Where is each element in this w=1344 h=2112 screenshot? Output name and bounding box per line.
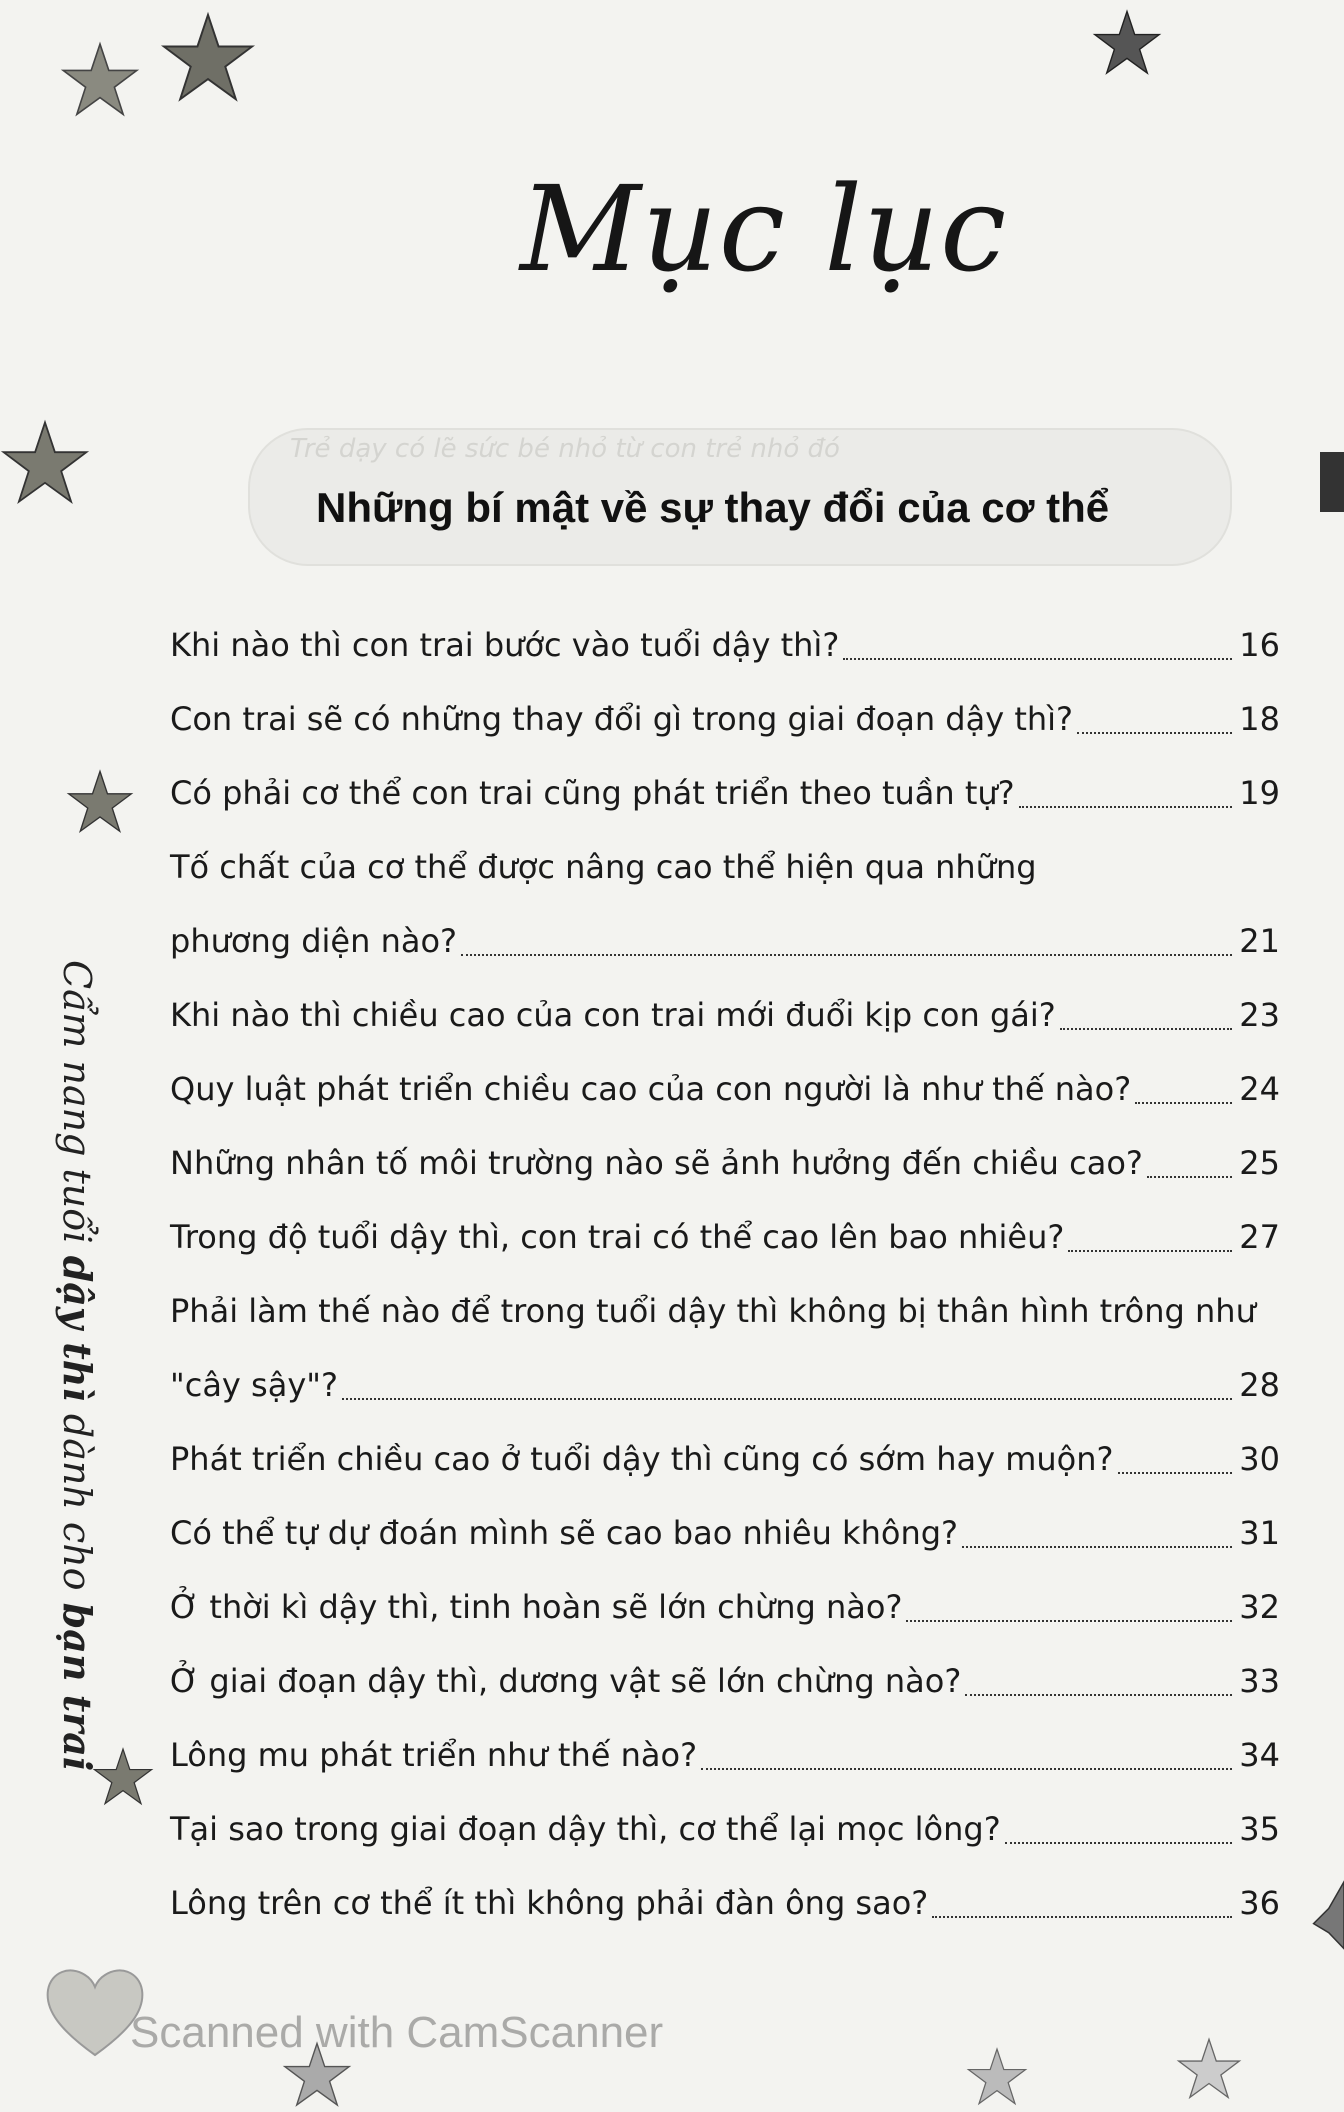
- toc-entry-text: Tại sao trong giai đoạn dậy thì, cơ thể lại mọc lông?: [170, 1810, 1001, 1848]
- toc-page-number: 23: [1239, 996, 1280, 1034]
- toc-entry[interactable]: [170, 1200, 1280, 1274]
- leader-dots: [1005, 1841, 1232, 1844]
- leader-dots: [932, 1915, 1232, 1918]
- toc-page-number: 33: [1239, 1662, 1280, 1700]
- star-icon: [0, 418, 90, 508]
- toc-page-number: 30: [1239, 1440, 1280, 1478]
- toc-entry-text-line2: phương diện nào?: [170, 922, 458, 960]
- toc-entry[interactable]: [170, 1570, 1280, 1644]
- toc-page-number: 35: [1239, 1810, 1280, 1848]
- edge-mark: [1320, 452, 1344, 512]
- toc-page-number: 28: [1239, 1366, 1280, 1404]
- toc-entry[interactable]: [170, 608, 1280, 682]
- leader-dots: [843, 657, 1232, 660]
- spine-text-bold: dậy thì: [55, 1255, 100, 1402]
- toc-entry-text-line1: Tố chất của cơ thể được nâng cao thể hiện qua những: [170, 848, 1037, 886]
- toc-entry-text: Con trai sẽ có những thay đổi gì trong giai đoạn dậy thì?: [170, 700, 1074, 738]
- star-icon: [160, 10, 256, 106]
- toc-entry-text: Khi nào thì con trai bước vào tuổi dậy thì?: [170, 626, 840, 664]
- toc-entry[interactable]: [170, 682, 1280, 756]
- leader-dots: [1135, 1101, 1232, 1104]
- toc-entry-text: Lông mu phát triển như thế nào?: [170, 1736, 698, 1774]
- leader-dots: [1118, 1471, 1232, 1474]
- toc-entry[interactable]: [170, 1866, 1280, 1940]
- star-icon: [966, 2046, 1028, 2108]
- star-icon: [1176, 2036, 1242, 2102]
- toc-entry-text: Trong độ tuổi dậy thì, con trai có thể cao lên bao nhiêu?: [170, 1218, 1065, 1256]
- leader-dots: [1068, 1249, 1232, 1252]
- leader-dots: [906, 1619, 1232, 1622]
- toc-entry-text: Ở giai đoạn dậy thì, dương vật sẽ lớn chừng nào?: [170, 1662, 962, 1700]
- leader-dots: [962, 1545, 1232, 1548]
- toc-entry-text: Phát triển chiều cao ở tuổi dậy thì cũng có sớm hay muộn?: [170, 1440, 1114, 1478]
- toc-page-number: 18: [1239, 700, 1280, 738]
- page-title: Mục lục: [520, 160, 1008, 298]
- leader-dots: [1147, 1175, 1232, 1178]
- toc-page-number: 31: [1239, 1514, 1280, 1552]
- toc-page-number: 19: [1239, 774, 1280, 812]
- toc-entry-text: Ở thời kì dậy thì, tinh hoàn sẽ lớn chừng nào?: [170, 1588, 903, 1626]
- toc-page-number: 25: [1239, 1144, 1280, 1182]
- leader-dots: [1077, 731, 1232, 734]
- spine-text-part: Cẩm nang tuổi: [55, 960, 99, 1256]
- toc-entry-text-line1: Phải làm thế nào để trong tuổi dậy thì không bị thân hình trông như: [170, 1292, 1256, 1330]
- spine-text-bold: bạn trai: [55, 1602, 100, 1772]
- leader-dots: [1019, 805, 1232, 808]
- scanner-watermark: Scanned with CamScanner: [130, 2008, 664, 2057]
- spine-text-part: dành cho: [55, 1401, 99, 1603]
- toc-entry-text: Có thể tự dự đoán mình sẽ cao bao nhiêu không?: [170, 1514, 959, 1552]
- toc-entry-text-line2: "cây sậy"?: [170, 1366, 338, 1404]
- toc-entry[interactable]: [170, 978, 1280, 1052]
- toc-entry[interactable]: [170, 1644, 1280, 1718]
- toc-entry[interactable]: [170, 830, 1280, 978]
- toc-page-number: 21: [1239, 922, 1280, 960]
- toc-entry[interactable]: [170, 1718, 1280, 1792]
- leader-dots: [342, 1397, 1232, 1400]
- toc-entry-text: Lông trên cơ thể ít thì không phải đàn ông sao?: [170, 1884, 929, 1922]
- leader-dots: [701, 1767, 1232, 1770]
- star-icon: [92, 1746, 154, 1808]
- star-icon: [60, 40, 140, 120]
- toc-entry-text: Những nhân tố môi trường nào sẽ ảnh hưởng đến chiều cao?: [170, 1144, 1143, 1182]
- section-ghost-text: Trẻ dạy có lẽ sức bé nhỏ từ con trẻ nhỏ đó: [290, 434, 840, 464]
- toc-entry-text: Khi nào thì chiều cao của con trai mới đuổi kịp con gái?: [170, 996, 1056, 1034]
- spine-text: [55, 960, 100, 1772]
- toc-page-number: 34: [1239, 1736, 1280, 1774]
- toc-entry[interactable]: [170, 1422, 1280, 1496]
- toc-page-number: 24: [1239, 1070, 1280, 1108]
- toc-page-number: 27: [1239, 1218, 1280, 1256]
- section-title: Những bí mật về sự thay đổi của cơ thể: [316, 484, 1110, 531]
- toc-page-number: 32: [1239, 1588, 1280, 1626]
- toc-entry[interactable]: [170, 1496, 1280, 1570]
- leader-dots: [1060, 1027, 1232, 1030]
- toc-entry[interactable]: [170, 1792, 1280, 1866]
- toc-entry[interactable]: [170, 1126, 1280, 1200]
- star-icon: [1306, 1876, 1344, 1956]
- toc-list: [170, 608, 1280, 1940]
- toc-page-number: 36: [1239, 1884, 1280, 1922]
- spine-title: [55, 960, 130, 1772]
- toc-page-number: 16: [1239, 626, 1280, 664]
- toc-entry-text: Quy luật phát triển chiều cao của con người là như thế nào?: [170, 1070, 1132, 1108]
- toc-entry[interactable]: [170, 756, 1280, 830]
- leader-dots: [965, 1693, 1232, 1696]
- toc-entry-text: Có phải cơ thể con trai cũng phát triển theo tuần tự?: [170, 774, 1015, 812]
- star-icon: [66, 768, 134, 836]
- leader-dots: [461, 953, 1232, 956]
- toc-entry[interactable]: [170, 1052, 1280, 1126]
- toc-entry[interactable]: [170, 1274, 1280, 1422]
- star-icon: [1092, 8, 1162, 78]
